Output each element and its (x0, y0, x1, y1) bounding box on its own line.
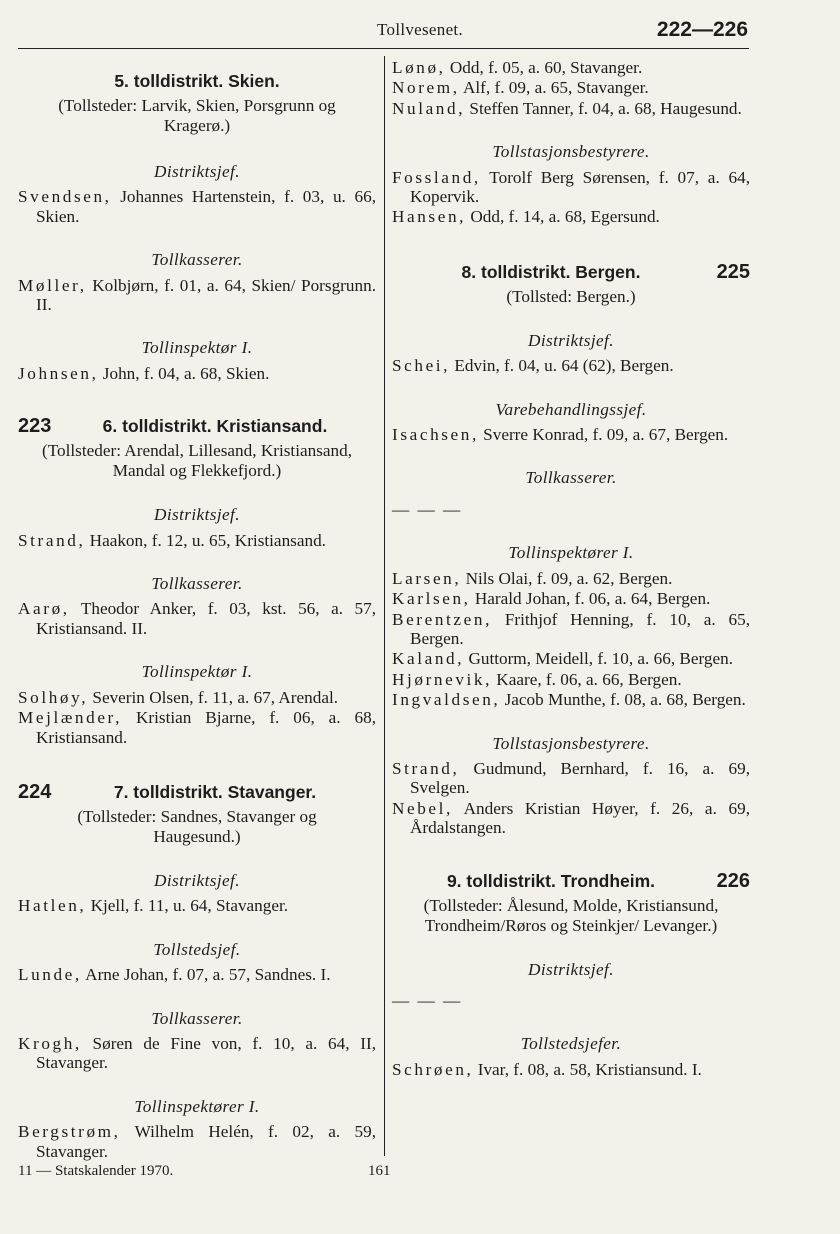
person-details: Edvin, f. 04, u. 64 (62), Bergen. (450, 356, 674, 376)
person-entry (392, 690, 750, 709)
person-name: Larsen, (392, 568, 462, 588)
page-number: 161 (368, 1163, 391, 1179)
person-entry (18, 599, 376, 638)
person-entry (18, 364, 376, 383)
person-details: Gudmund, Bernhard, f. 16, a. 69, Svelgen. (410, 758, 750, 798)
person-details: Kaare, f. 06, a. 66, Bergen. (492, 669, 682, 689)
person-name: Strand, (392, 758, 460, 778)
district-6-role-tollinspektor: Tollinspektør I. (141, 662, 253, 682)
person-details: Haakon, f. 12, u. 65, Kristiansand. (85, 530, 326, 550)
person-details: Odd, f. 14, a. 68, Egersund. (466, 207, 660, 227)
person-details: Alf, f. 09, a. 65, Stavanger. (459, 78, 649, 98)
district-6-tollsteder: (Tollsteder: Arendal, Lillesand, Kristiansand, Mandal og Flekkefjord.) (41, 441, 352, 481)
district-9-title: 9. tolldistrikt. Trondheim. (446, 870, 656, 891)
person-name: Nuland, (392, 98, 466, 118)
person-name: Schrøen, (392, 1059, 474, 1079)
person-name: Johnsen, (18, 363, 99, 383)
section-number: 225 (716, 260, 750, 283)
district-8-role-tollkasserer: Tollkasserer. (525, 468, 617, 488)
person-name: Møller, (18, 275, 87, 295)
district-7-role-tollkasserer: Tollkasserer. (151, 1008, 243, 1028)
district-7-role-tollstasjonsbestyrere: Tollstasjonsbestyrere. (492, 142, 650, 162)
running-header-section-range: 222—226 (656, 18, 748, 41)
district-6-heading (18, 415, 376, 437)
person-name: Krogh, (18, 1033, 82, 1053)
person-entry (392, 207, 750, 226)
person-details: Guttorm, Meidell, f. 10, a. 66, Bergen. (464, 649, 734, 669)
person-details: Torolf Berg Sørensen, f. 07, a. 64, Kopervik. (410, 167, 750, 207)
person-entry (392, 99, 750, 118)
district-7-role-distriktsjef: Distriktsjef. (154, 870, 240, 890)
person-details: Nils Olai, f. 09, a. 62, Bergen. (461, 568, 673, 588)
person-details: John, f. 04, a. 68, Skien. (98, 363, 270, 383)
section-number: 224 (18, 780, 52, 803)
person-details: Odd, f. 05, a. 60, Stavanger. (445, 58, 643, 77)
person-name: Schei, (392, 356, 451, 376)
district-5-role-distriktsjef: Distriktsjef. (154, 162, 240, 181)
person-entry (18, 688, 376, 707)
person-entry (392, 356, 750, 375)
district-7-heading (18, 781, 376, 803)
district-6-role-tollkasserer: Tollkasserer. (151, 574, 243, 594)
person-name: Karlsen, (392, 589, 471, 609)
person-name: Norem, (392, 78, 460, 98)
person-entry (392, 649, 750, 668)
person-details: Arne Johan, f. 07, a. 57, Sandnes. I. (81, 965, 331, 985)
person-details: Severin Olsen, f. 11, a. 67, Arendal. (88, 687, 339, 707)
person-entry (392, 425, 750, 444)
district-7-role-tollinspektorer: Tollinspektører I. (134, 1096, 260, 1116)
district-7-title: 7. tolldistrikt. Stavanger. (113, 781, 317, 802)
district-8-role-tollstasjonsbestyrere: Tollstasjonsbestyrere. (492, 733, 650, 753)
district-5-heading (18, 70, 376, 92)
person-details: Kristian Bjarne, f. 06, a. 68, Kristiansand. (36, 708, 376, 747)
person-entry (18, 187, 376, 226)
person-name: Aarø, (18, 599, 70, 619)
district-8-role-tollinspektorer: Tollinspektører I. (508, 543, 634, 563)
district-8-title: 8. tolldistrikt. Bergen. (461, 261, 641, 282)
person-entry (18, 896, 376, 915)
column-divider (384, 56, 385, 1156)
person-details: Johannes Hartenstein, f. 03, u. 66, Skien. (36, 187, 376, 226)
person-name: Svendsen, (18, 187, 112, 207)
person-name: Lønø, (392, 58, 446, 77)
district-6-title: 6. tolldistrikt. Kristiansand. (102, 416, 328, 437)
person-name: Hansen, (392, 207, 467, 227)
running-header-title: Tollvesenet. (377, 20, 463, 39)
district-9-tollsteder: (Tollsteder: Ålesund, Molde, Kristiansund, Trondheim/Røros og Steinkjer/ Levanger.) (423, 895, 719, 935)
person-entry (392, 799, 750, 838)
person-entry (18, 708, 376, 747)
district-5-title: 5. tolldistrikt. Skien. (114, 71, 280, 91)
person-details: Frithjof Henning, f. 10, a. 65, Bergen. (410, 609, 750, 648)
district-5-tollsteder: (Tollsteder: Larvik, Skien, Porsgrunn og Kragerø.) (58, 96, 336, 135)
person-details: Søren de Fine von, f. 10, a. 64, II, Stavanger. (36, 1033, 376, 1073)
person-entry (18, 276, 376, 315)
person-name: Hjørnevik, (392, 669, 492, 689)
person-details: Theodor Anker, f. 03, kst. 56, a. 57, Kristiansand. II. (36, 599, 376, 638)
person-entry (18, 1034, 376, 1073)
person-entry (392, 569, 750, 588)
district-9-role-distriktsjef: Distriktsjef. (528, 959, 614, 979)
header-rule (18, 48, 749, 49)
vacant-position-dash: — — — (392, 990, 463, 1010)
person-entry (18, 1122, 376, 1161)
vacant-position-dash: — — — (392, 499, 463, 519)
person-entry (392, 610, 750, 649)
person-details: Harald Johan, f. 06, a. 64, Bergen. (470, 589, 711, 609)
district-8-role-varebehandlingssjef: Varebehandlingssjef. (495, 399, 647, 419)
district-5-role-tollkasserer: Tollkasserer. (151, 250, 243, 270)
section-number: 226 (716, 869, 750, 892)
district-7-tollsteder: (Tollsteder: Sandnes, Stavanger og Haugesund.) (77, 806, 317, 846)
person-name: Ingvaldsen, (392, 690, 501, 710)
person-name: Nebel, (392, 798, 453, 818)
person-entry (18, 531, 376, 550)
right-column (392, 58, 750, 1080)
person-details: Anders Kristian Høyer, f. 26, a. 69, Årdalstangen. (410, 798, 750, 838)
person-details: Ivar, f. 08, a. 58, Kristiansund. I. (473, 1059, 702, 1079)
person-details: Wilhelm Helén, f. 02, a. 59, Stavanger. (36, 1122, 376, 1161)
person-entry (392, 589, 750, 608)
person-name: Hatlen, (18, 896, 87, 916)
district-5-role-tollinspektor: Tollinspektør I. (141, 338, 253, 358)
district-9-heading (392, 870, 750, 892)
person-details: Kolbjørn, f. 01, a. 64, Skien/ Porsgrunn. II. (36, 275, 376, 315)
person-entry (18, 965, 376, 984)
person-name: Mejlænder, (18, 708, 123, 728)
district-8-tollsteder: (Tollsted: Bergen.) (506, 286, 636, 306)
person-name: Solhøy, (18, 687, 89, 707)
person-name: Berentzen, (392, 609, 492, 629)
district-7-role-tollstedsjef: Tollstedsjef. (153, 939, 241, 959)
section-number: 223 (18, 415, 52, 438)
person-name: Fossland, (392, 167, 481, 187)
district-6-role-distriktsjef: Distriktsjef. (154, 505, 240, 525)
person-entry (392, 759, 750, 798)
district-8-role-distriktsjef: Distriktsjef. (528, 330, 614, 350)
district-9-role-tollstedsjefer: Tollstedsjefer. (520, 1034, 622, 1054)
person-name: Strand, (18, 530, 86, 550)
person-name: Lunde, (18, 965, 82, 985)
footer-source: 11 — Statskalender 1970. (18, 1163, 174, 1179)
person-details: Sverre Konrad, f. 09, a. 67, Bergen. (478, 425, 729, 445)
person-entry (392, 168, 750, 207)
person-entry (392, 58, 750, 77)
person-details: Steffen Tanner, f. 04, a. 68, Haugesund. (465, 98, 742, 118)
district-8-heading (392, 261, 750, 283)
person-entry (392, 1060, 750, 1079)
person-details: Jacob Munthe, f. 08, a. 68, Bergen. (500, 690, 746, 710)
person-name: Kaland, (392, 649, 465, 669)
left-column (18, 58, 376, 1162)
person-entry (392, 78, 750, 97)
person-entry (392, 670, 750, 689)
person-name: Isachsen, (392, 425, 479, 445)
person-details: Kjell, f. 11, u. 64, Stavanger. (86, 896, 289, 916)
person-name: Bergstrøm, (18, 1122, 121, 1142)
